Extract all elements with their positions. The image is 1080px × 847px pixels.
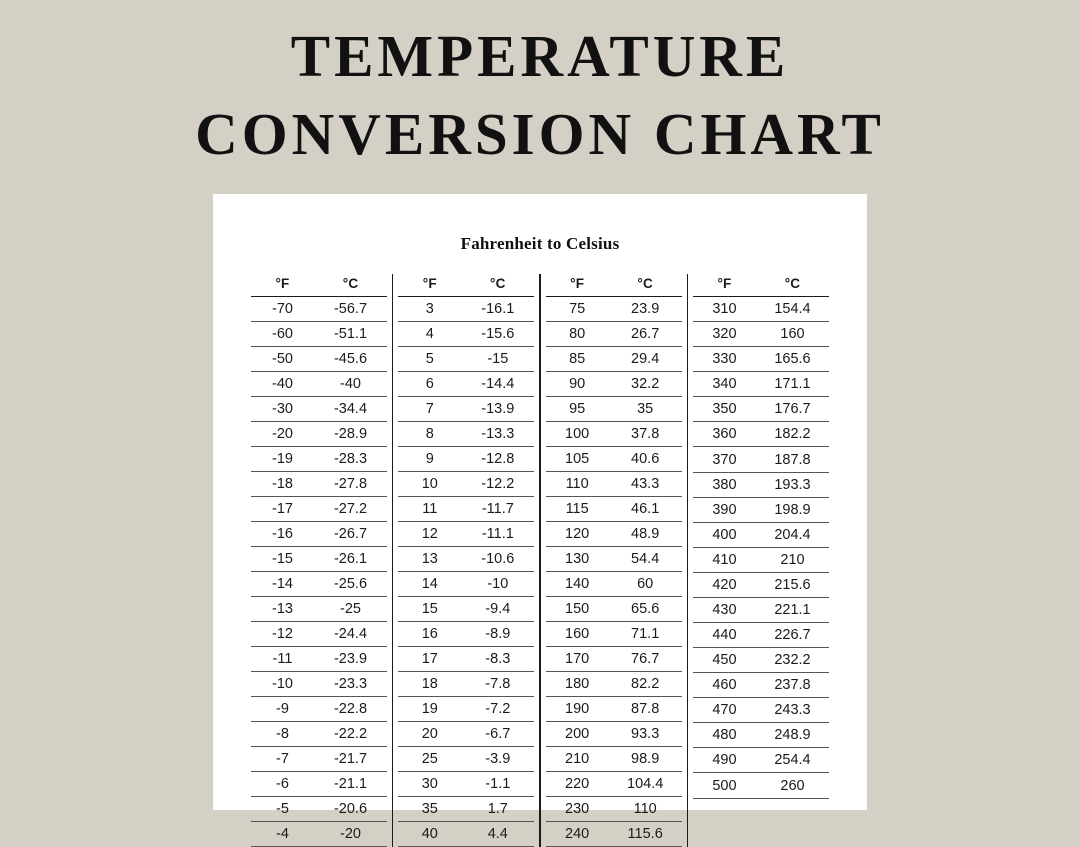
- table-row: [546, 722, 682, 747]
- table-row: [693, 497, 829, 522]
- cell-celsius: -23.3: [314, 672, 387, 697]
- cell-celsius: -25.6: [314, 572, 387, 597]
- cell-celsius: 76.7: [609, 647, 682, 672]
- table-row: [546, 322, 682, 347]
- table-row: [251, 597, 387, 622]
- cell-celsius: -21.1: [314, 772, 387, 797]
- table-row: [251, 697, 387, 722]
- cell-celsius: 26.7: [609, 322, 682, 347]
- cell-celsius: 1.7: [461, 797, 534, 822]
- cell-celsius: -8.3: [461, 647, 534, 672]
- cell-fahrenheit: 14: [398, 572, 461, 597]
- cell-celsius: 98.9: [609, 747, 682, 772]
- cell-fahrenheit: 170: [546, 647, 609, 672]
- conversion-table: [398, 274, 534, 847]
- table-row: [398, 672, 534, 697]
- cell-celsius: 176.7: [756, 397, 829, 422]
- table-row: [693, 397, 829, 422]
- table-row: [546, 422, 682, 447]
- table-row: [251, 722, 387, 747]
- cell-fahrenheit: [693, 798, 756, 823]
- table-row: [546, 747, 682, 772]
- cell-celsius: -15: [461, 347, 534, 372]
- cell-celsius: -25: [314, 597, 387, 622]
- cell-fahrenheit: -70: [251, 297, 314, 322]
- cell-fahrenheit: 160: [546, 622, 609, 647]
- cell-fahrenheit: 40: [398, 822, 461, 847]
- cell-fahrenheit: 110: [546, 472, 609, 497]
- cell-fahrenheit: 15: [398, 597, 461, 622]
- cell-celsius: 93.3: [609, 722, 682, 747]
- cell-fahrenheit: 85: [546, 347, 609, 372]
- cell-celsius: -13.9: [461, 397, 534, 422]
- cell-fahrenheit: 10: [398, 472, 461, 497]
- table-header-row: [546, 274, 682, 297]
- table-row: [693, 472, 829, 497]
- cell-fahrenheit: 18: [398, 672, 461, 697]
- table-row: [693, 347, 829, 372]
- cell-fahrenheit: 310: [693, 297, 756, 322]
- table-row: [251, 647, 387, 672]
- table-row: [546, 372, 682, 397]
- cell-fahrenheit: -19: [251, 447, 314, 472]
- header-fahrenheit: °F: [546, 274, 609, 297]
- table-row: [398, 447, 534, 472]
- cell-fahrenheit: 240: [546, 822, 609, 847]
- cell-celsius: 110: [609, 797, 682, 822]
- cell-fahrenheit: 130: [546, 547, 609, 572]
- table-row: [693, 422, 829, 447]
- table-row: [693, 798, 829, 823]
- cell-celsius: 182.2: [756, 422, 829, 447]
- table-row: [251, 397, 387, 422]
- cell-fahrenheit: 7: [398, 397, 461, 422]
- cell-fahrenheit: 13: [398, 547, 461, 572]
- table-row: [693, 698, 829, 723]
- cell-fahrenheit: 5: [398, 347, 461, 372]
- cell-celsius: 187.8: [756, 447, 829, 472]
- header-fahrenheit: °F: [693, 274, 756, 297]
- table-row: [398, 772, 534, 797]
- page-title: [0, 0, 1080, 174]
- cell-fahrenheit: 3: [398, 297, 461, 322]
- header-fahrenheit: °F: [398, 274, 461, 297]
- cell-fahrenheit: -9: [251, 697, 314, 722]
- table-row: [693, 673, 829, 698]
- table-row: [251, 747, 387, 772]
- cell-fahrenheit: -13: [251, 597, 314, 622]
- cell-celsius: -26.1: [314, 547, 387, 572]
- cell-celsius: 32.2: [609, 372, 682, 397]
- table-row: [546, 397, 682, 422]
- cell-fahrenheit: -6: [251, 772, 314, 797]
- cell-fahrenheit: -10: [251, 672, 314, 697]
- cell-fahrenheit: -7: [251, 747, 314, 772]
- cell-celsius: -6.7: [461, 722, 534, 747]
- cell-celsius: 221.1: [756, 597, 829, 622]
- cell-celsius: 65.6: [609, 597, 682, 622]
- cell-celsius: 54.4: [609, 547, 682, 572]
- cell-celsius: 115.6: [609, 822, 682, 847]
- cell-celsius: -15.6: [461, 322, 534, 347]
- table-row: [251, 447, 387, 472]
- cell-fahrenheit: 9: [398, 447, 461, 472]
- cell-fahrenheit: 480: [693, 723, 756, 748]
- cell-celsius: -22.8: [314, 697, 387, 722]
- table-row: [251, 622, 387, 647]
- table-row: [546, 647, 682, 672]
- table-row: [251, 672, 387, 697]
- cell-celsius: 48.9: [609, 522, 682, 547]
- cell-fahrenheit: 460: [693, 673, 756, 698]
- title-line-2: CONVERSION CHART: [195, 100, 885, 167]
- cell-celsius: 232.2: [756, 648, 829, 673]
- cell-fahrenheit: 470: [693, 698, 756, 723]
- cell-fahrenheit: 12: [398, 522, 461, 547]
- table-header-row: [398, 274, 534, 297]
- table-row: [546, 822, 682, 847]
- cell-celsius: -28.9: [314, 422, 387, 447]
- cell-fahrenheit: 17: [398, 647, 461, 672]
- table-row: [398, 747, 534, 772]
- cell-fahrenheit: 450: [693, 648, 756, 673]
- cell-fahrenheit: 95: [546, 397, 609, 422]
- cell-fahrenheit: 140: [546, 572, 609, 597]
- cell-celsius: 237.8: [756, 673, 829, 698]
- table-row: [398, 572, 534, 597]
- table-row: [398, 597, 534, 622]
- title-line-1: TEMPERATURE: [290, 23, 790, 89]
- table-row: [251, 772, 387, 797]
- table-row: [251, 547, 387, 572]
- cell-fahrenheit: 105: [546, 447, 609, 472]
- table-header-row: [693, 274, 829, 297]
- cell-celsius: -24.4: [314, 622, 387, 647]
- table-row: [398, 622, 534, 647]
- cell-fahrenheit: 360: [693, 422, 756, 447]
- cell-celsius: -20.6: [314, 797, 387, 822]
- cell-celsius: -20: [314, 822, 387, 847]
- cell-fahrenheit: 30: [398, 772, 461, 797]
- cell-celsius: -10.6: [461, 547, 534, 572]
- cell-celsius: 248.9: [756, 723, 829, 748]
- table-row: [251, 472, 387, 497]
- table-row: [546, 447, 682, 472]
- cell-celsius: 254.4: [756, 748, 829, 773]
- table-row: [398, 522, 534, 547]
- cell-fahrenheit: -15: [251, 547, 314, 572]
- cell-fahrenheit: -8: [251, 722, 314, 747]
- cell-fahrenheit: 11: [398, 497, 461, 522]
- cell-fahrenheit: 4: [398, 322, 461, 347]
- table-row: [251, 497, 387, 522]
- table-row: [546, 597, 682, 622]
- chart-sheet: [213, 194, 867, 842]
- cell-fahrenheit: 120: [546, 522, 609, 547]
- table-row: [398, 497, 534, 522]
- table-row: [546, 772, 682, 797]
- table-header-row: [251, 274, 387, 297]
- table-row: [693, 572, 829, 597]
- table-row: [251, 797, 387, 822]
- table-row: [398, 797, 534, 822]
- conversion-table: [546, 274, 682, 847]
- table-row: [546, 297, 682, 322]
- cell-fahrenheit: -30: [251, 397, 314, 422]
- cell-celsius: -23.9: [314, 647, 387, 672]
- cell-fahrenheit: 190: [546, 697, 609, 722]
- table-row: [693, 322, 829, 347]
- table-row: [251, 347, 387, 372]
- header-celsius: °C: [756, 274, 829, 297]
- cell-celsius: 82.2: [609, 672, 682, 697]
- cell-celsius: 60: [609, 572, 682, 597]
- table-row: [693, 723, 829, 748]
- cell-celsius: -7.8: [461, 672, 534, 697]
- cell-fahrenheit: 390: [693, 497, 756, 522]
- conversion-table: [693, 274, 829, 847]
- cell-celsius: 226.7: [756, 623, 829, 648]
- table-row: [693, 597, 829, 622]
- cell-celsius: 243.3: [756, 698, 829, 723]
- cell-fahrenheit: 380: [693, 472, 756, 497]
- cell-celsius: 198.9: [756, 497, 829, 522]
- cell-fahrenheit: 25: [398, 747, 461, 772]
- cell-celsius: -16.1: [461, 297, 534, 322]
- table-row: [546, 522, 682, 547]
- table-row: [398, 322, 534, 347]
- cell-celsius: -51.1: [314, 322, 387, 347]
- cell-celsius: 160: [756, 322, 829, 347]
- table-row: [398, 547, 534, 572]
- table-row: [693, 372, 829, 397]
- cell-fahrenheit: 370: [693, 447, 756, 472]
- cell-fahrenheit: 410: [693, 547, 756, 572]
- table-row: [693, 748, 829, 773]
- cell-fahrenheit: [693, 823, 756, 847]
- cell-fahrenheit: 200: [546, 722, 609, 747]
- cell-fahrenheit: 35: [398, 797, 461, 822]
- cell-celsius: 71.1: [609, 622, 682, 647]
- cell-fahrenheit: -20: [251, 422, 314, 447]
- cell-celsius: 204.4: [756, 522, 829, 547]
- cell-fahrenheit: 6: [398, 372, 461, 397]
- cell-fahrenheit: 16: [398, 622, 461, 647]
- header-celsius: °C: [461, 274, 534, 297]
- cell-fahrenheit: 100: [546, 422, 609, 447]
- cell-celsius: 171.1: [756, 372, 829, 397]
- cell-fahrenheit: -14: [251, 572, 314, 597]
- table-row: [693, 623, 829, 648]
- cell-celsius: [756, 798, 829, 823]
- cell-celsius: -11.1: [461, 522, 534, 547]
- table-row: [251, 522, 387, 547]
- table-row: [251, 822, 387, 847]
- cell-celsius: 154.4: [756, 297, 829, 322]
- cell-celsius: -22.2: [314, 722, 387, 747]
- table-row: [251, 372, 387, 397]
- cell-celsius: 104.4: [609, 772, 682, 797]
- table-row: [546, 497, 682, 522]
- table-row: [251, 322, 387, 347]
- conversion-table: [251, 274, 387, 847]
- table-row: [398, 697, 534, 722]
- table-row: [693, 823, 829, 847]
- table-row: [693, 297, 829, 322]
- cell-fahrenheit: 490: [693, 748, 756, 773]
- column-divider: [392, 274, 393, 847]
- cell-celsius: 40.6: [609, 447, 682, 472]
- cell-fahrenheit: 400: [693, 522, 756, 547]
- cell-celsius: 23.9: [609, 297, 682, 322]
- cell-celsius: -12.8: [461, 447, 534, 472]
- cell-celsius: -28.3: [314, 447, 387, 472]
- cell-celsius: -8.9: [461, 622, 534, 647]
- header-celsius: °C: [609, 274, 682, 297]
- cell-celsius: 46.1: [609, 497, 682, 522]
- table-row: [398, 722, 534, 747]
- cell-celsius: 35: [609, 397, 682, 422]
- table-row: [398, 822, 534, 847]
- cell-celsius: 260: [756, 773, 829, 798]
- cell-celsius: 87.8: [609, 697, 682, 722]
- cell-celsius: -7.2: [461, 697, 534, 722]
- cell-celsius: -45.6: [314, 347, 387, 372]
- conversion-tables: [213, 274, 867, 847]
- cell-celsius: -21.7: [314, 747, 387, 772]
- cell-celsius: 215.6: [756, 572, 829, 597]
- table-row: [398, 397, 534, 422]
- cell-celsius: -56.7: [314, 297, 387, 322]
- cell-fahrenheit: -4: [251, 822, 314, 847]
- cell-celsius: 4.4: [461, 822, 534, 847]
- header-celsius: °C: [314, 274, 387, 297]
- cell-fahrenheit: 320: [693, 322, 756, 347]
- column-divider: [687, 274, 688, 847]
- table-row: [546, 472, 682, 497]
- cell-celsius: 165.6: [756, 347, 829, 372]
- cell-fahrenheit: 150: [546, 597, 609, 622]
- cell-celsius: -11.7: [461, 497, 534, 522]
- cell-fahrenheit: -11: [251, 647, 314, 672]
- cell-fahrenheit: 90: [546, 372, 609, 397]
- table-row: [546, 672, 682, 697]
- table-row: [546, 547, 682, 572]
- cell-fahrenheit: 115: [546, 497, 609, 522]
- table-row: [398, 472, 534, 497]
- cell-celsius: 37.8: [609, 422, 682, 447]
- cell-fahrenheit: 430: [693, 597, 756, 622]
- cell-celsius: 193.3: [756, 472, 829, 497]
- cell-fahrenheit: 180: [546, 672, 609, 697]
- table-row: [546, 622, 682, 647]
- cell-fahrenheit: -40: [251, 372, 314, 397]
- cell-fahrenheit: 19: [398, 697, 461, 722]
- cell-celsius: -27.2: [314, 497, 387, 522]
- cell-fahrenheit: 500: [693, 773, 756, 798]
- cell-celsius: -3.9: [461, 747, 534, 772]
- table-row: [398, 347, 534, 372]
- chart-heading: Fahrenheit to Celsius: [460, 234, 620, 253]
- cell-celsius: [756, 823, 829, 847]
- table-row: [398, 372, 534, 397]
- cell-celsius: -34.4: [314, 397, 387, 422]
- cell-celsius: -27.8: [314, 472, 387, 497]
- cell-fahrenheit: -12: [251, 622, 314, 647]
- cell-fahrenheit: 440: [693, 623, 756, 648]
- cell-fahrenheit: 75: [546, 297, 609, 322]
- cell-fahrenheit: 210: [546, 747, 609, 772]
- table-row: [398, 422, 534, 447]
- cell-fahrenheit: 350: [693, 397, 756, 422]
- cell-celsius: 43.3: [609, 472, 682, 497]
- table-row: [693, 547, 829, 572]
- table-row: [546, 572, 682, 597]
- cell-celsius: -40: [314, 372, 387, 397]
- table-row: [693, 522, 829, 547]
- cell-celsius: -9.4: [461, 597, 534, 622]
- table-row: [398, 297, 534, 322]
- cell-fahrenheit: -60: [251, 322, 314, 347]
- cell-fahrenheit: -5: [251, 797, 314, 822]
- table-row: [546, 347, 682, 372]
- table-row: [693, 773, 829, 798]
- cell-celsius: -26.7: [314, 522, 387, 547]
- cell-celsius: 210: [756, 547, 829, 572]
- cell-celsius: -10: [461, 572, 534, 597]
- cell-celsius: -14.4: [461, 372, 534, 397]
- table-row: [546, 797, 682, 822]
- cell-fahrenheit: 20: [398, 722, 461, 747]
- cell-fahrenheit: 220: [546, 772, 609, 797]
- cell-fahrenheit: 80: [546, 322, 609, 347]
- cell-fahrenheit: -16: [251, 522, 314, 547]
- cell-fahrenheit: 230: [546, 797, 609, 822]
- table-row: [693, 447, 829, 472]
- cell-celsius: 29.4: [609, 347, 682, 372]
- table-row: [251, 297, 387, 322]
- cell-fahrenheit: 330: [693, 347, 756, 372]
- table-row: [693, 648, 829, 673]
- table-row: [251, 572, 387, 597]
- cell-celsius: -13.3: [461, 422, 534, 447]
- table-row: [546, 697, 682, 722]
- cell-fahrenheit: 340: [693, 372, 756, 397]
- table-row: [398, 647, 534, 672]
- cell-fahrenheit: 8: [398, 422, 461, 447]
- table-row: [251, 422, 387, 447]
- cell-celsius: -12.2: [461, 472, 534, 497]
- header-fahrenheit: °F: [251, 274, 314, 297]
- cell-fahrenheit: -50: [251, 347, 314, 372]
- cell-celsius: -1.1: [461, 772, 534, 797]
- cell-fahrenheit: -17: [251, 497, 314, 522]
- column-divider: [539, 274, 540, 847]
- cell-fahrenheit: -18: [251, 472, 314, 497]
- cell-fahrenheit: 420: [693, 572, 756, 597]
